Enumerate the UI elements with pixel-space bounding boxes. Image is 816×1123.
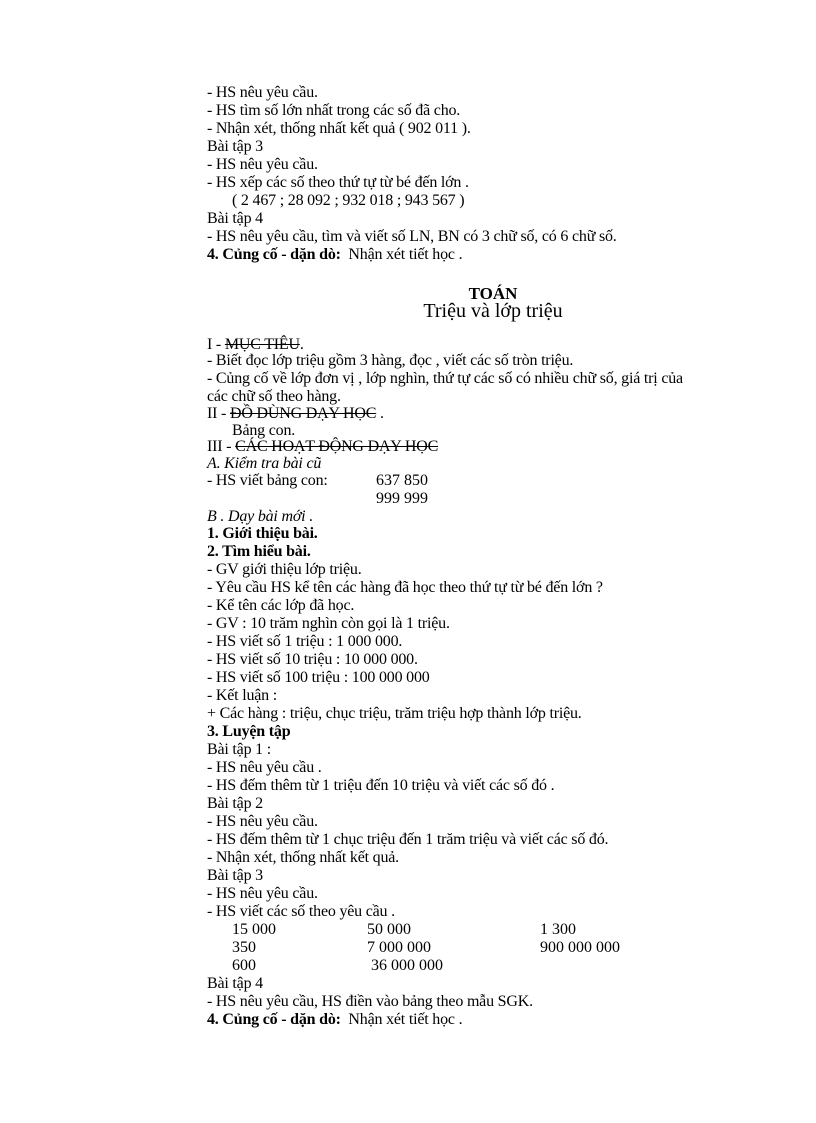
exercise-heading: Bài tập 2 [207, 795, 263, 812]
exercise-heading: Bài tập 3 [207, 138, 263, 155]
text-line: - Kết luận : [207, 687, 278, 704]
text-line: - HS nêu yêu cầu. [207, 156, 318, 173]
section-text: Nhận xét tiết học . [348, 246, 463, 263]
heading-title: MỤC TIÊU [224, 336, 300, 353]
subsection-title: B . Dạy bài mới . [207, 508, 314, 525]
section-heading: 1. Giới thiệu bài. [207, 525, 318, 542]
heading-suffix: . [376, 405, 384, 422]
lesson-title: Triệu và lớp triệu [423, 300, 563, 322]
text-line: - HS đếm thêm từ 1 chục triệu đến 1 trăm triệu và viết các số đó. [207, 831, 609, 848]
number-value: 50 000 [367, 921, 411, 938]
number-value: 999 999 [376, 490, 428, 507]
text-line: - HS nêu yêu cầu, tìm và viết số LN, BN có 3 chữ số, có 6 chữ số. [207, 228, 617, 245]
text-line: - HS viết số 100 triệu : 100 000 000 [207, 669, 430, 686]
text-line: - HS nêu yêu cầu. [207, 84, 318, 101]
exercise-heading: Bài tập 1 : [207, 741, 272, 758]
text-line: - Củng cố về lớp đơn vị , lớp nghìn, thứ tự các số có nhiều chữ số, giá trị của [207, 370, 683, 387]
section-title: 4. Củng cố - dặn dò: [207, 246, 341, 263]
number-value: 7 000 000 [367, 939, 431, 956]
text-line: - Yêu cầu HS kể tên các hàng đã học theo thứ tự từ bé đến lớn ? [207, 579, 603, 596]
number-value: 637 850 [376, 472, 428, 489]
heading-title: CÁC HOẠT ĐỘNG DẠY HỌC [235, 438, 439, 455]
text-line: các chữ số theo hàng. [207, 388, 341, 405]
number-value: 350 [232, 939, 256, 956]
number-value: 600 [232, 957, 256, 974]
section-heading [207, 246, 462, 264]
text-line: + Các hàng : triệu, chục triệu, trăm triệu hợp thành lớp triệu. [207, 705, 582, 722]
section-heading: 3. Luyện tập [207, 723, 291, 740]
text-line: - GV : 10 trăm nghìn còn gọi là 1 triệu. [207, 615, 450, 632]
text-line: Bảng con. [232, 422, 296, 439]
number-value: 1 300 [540, 921, 576, 938]
section-heading: 2. Tìm hiểu bài. [207, 543, 311, 560]
heading-suffix: . [299, 336, 304, 353]
activities-heading [207, 438, 438, 456]
text-line: - HS đếm thêm từ 1 triệu đến 10 triệu và viết các số đó . [207, 777, 555, 794]
number-value: 900 000 000 [540, 939, 620, 956]
heading-prefix: II - [207, 405, 230, 422]
subject-title: TOÁN [468, 284, 518, 303]
text-line: - HS tìm số lớn nhất trong các số đã cho. [207, 102, 461, 119]
heading-title: ĐỒ DÙNG DẠY HỌC [230, 405, 377, 422]
section-text: Nhận xét tiết học . [348, 1011, 463, 1028]
number-value: 15 000 [232, 921, 276, 938]
text-line: - HS nêu yêu cầu. [207, 885, 318, 902]
text-line: - Biết đọc lớp triệu gồm 3 hàng, đọc , viết các số tròn triệu. [207, 352, 574, 369]
section-title: 4. Củng cố - dặn dò: [207, 1011, 341, 1028]
text-line: - HS xếp các số theo thứ tự từ bé đến lớn . [207, 174, 469, 191]
text-line: - Kể tên các lớp đã học. [207, 597, 355, 614]
text-line: - HS nêu yêu cầu . [207, 759, 322, 776]
text-line: ( 2 467 ; 28 092 ; 932 018 ; 943 567 ) [232, 192, 465, 209]
text-line: - HS viết bảng con: [207, 472, 328, 489]
heading-prefix: I - [207, 336, 225, 353]
exercise-heading: Bài tập 3 [207, 867, 263, 884]
exercise-heading: Bài tập 4 [207, 975, 263, 992]
heading-prefix: III - [207, 438, 236, 455]
exercise-heading: Bài tập 4 [207, 210, 263, 227]
subsection-title: A. Kiểm tra bài cũ [207, 455, 322, 472]
text-line: - GV giới thiệu lớp triệu. [207, 561, 362, 578]
text-line: - Nhận xét, thống nhất kết quả ( 902 011 ). [207, 120, 471, 137]
equipment-heading [207, 405, 384, 423]
text-line: - HS viết số 1 triệu : 1 000 000. [207, 633, 403, 650]
text-line: - HS viết số 10 triệu : 10 000 000. [207, 651, 418, 668]
number-value: 36 000 000 [371, 957, 443, 974]
text-line: - Nhận xét, thống nhất kết quả. [207, 849, 399, 866]
section-heading [207, 1011, 462, 1029]
text-line: - HS nêu yêu cầu. [207, 813, 318, 830]
text-line: - HS viết các số theo yêu cầu . [207, 903, 395, 920]
text-line: - HS nêu yêu cầu, HS điền vào bảng theo mẫu SGK. [207, 993, 533, 1010]
